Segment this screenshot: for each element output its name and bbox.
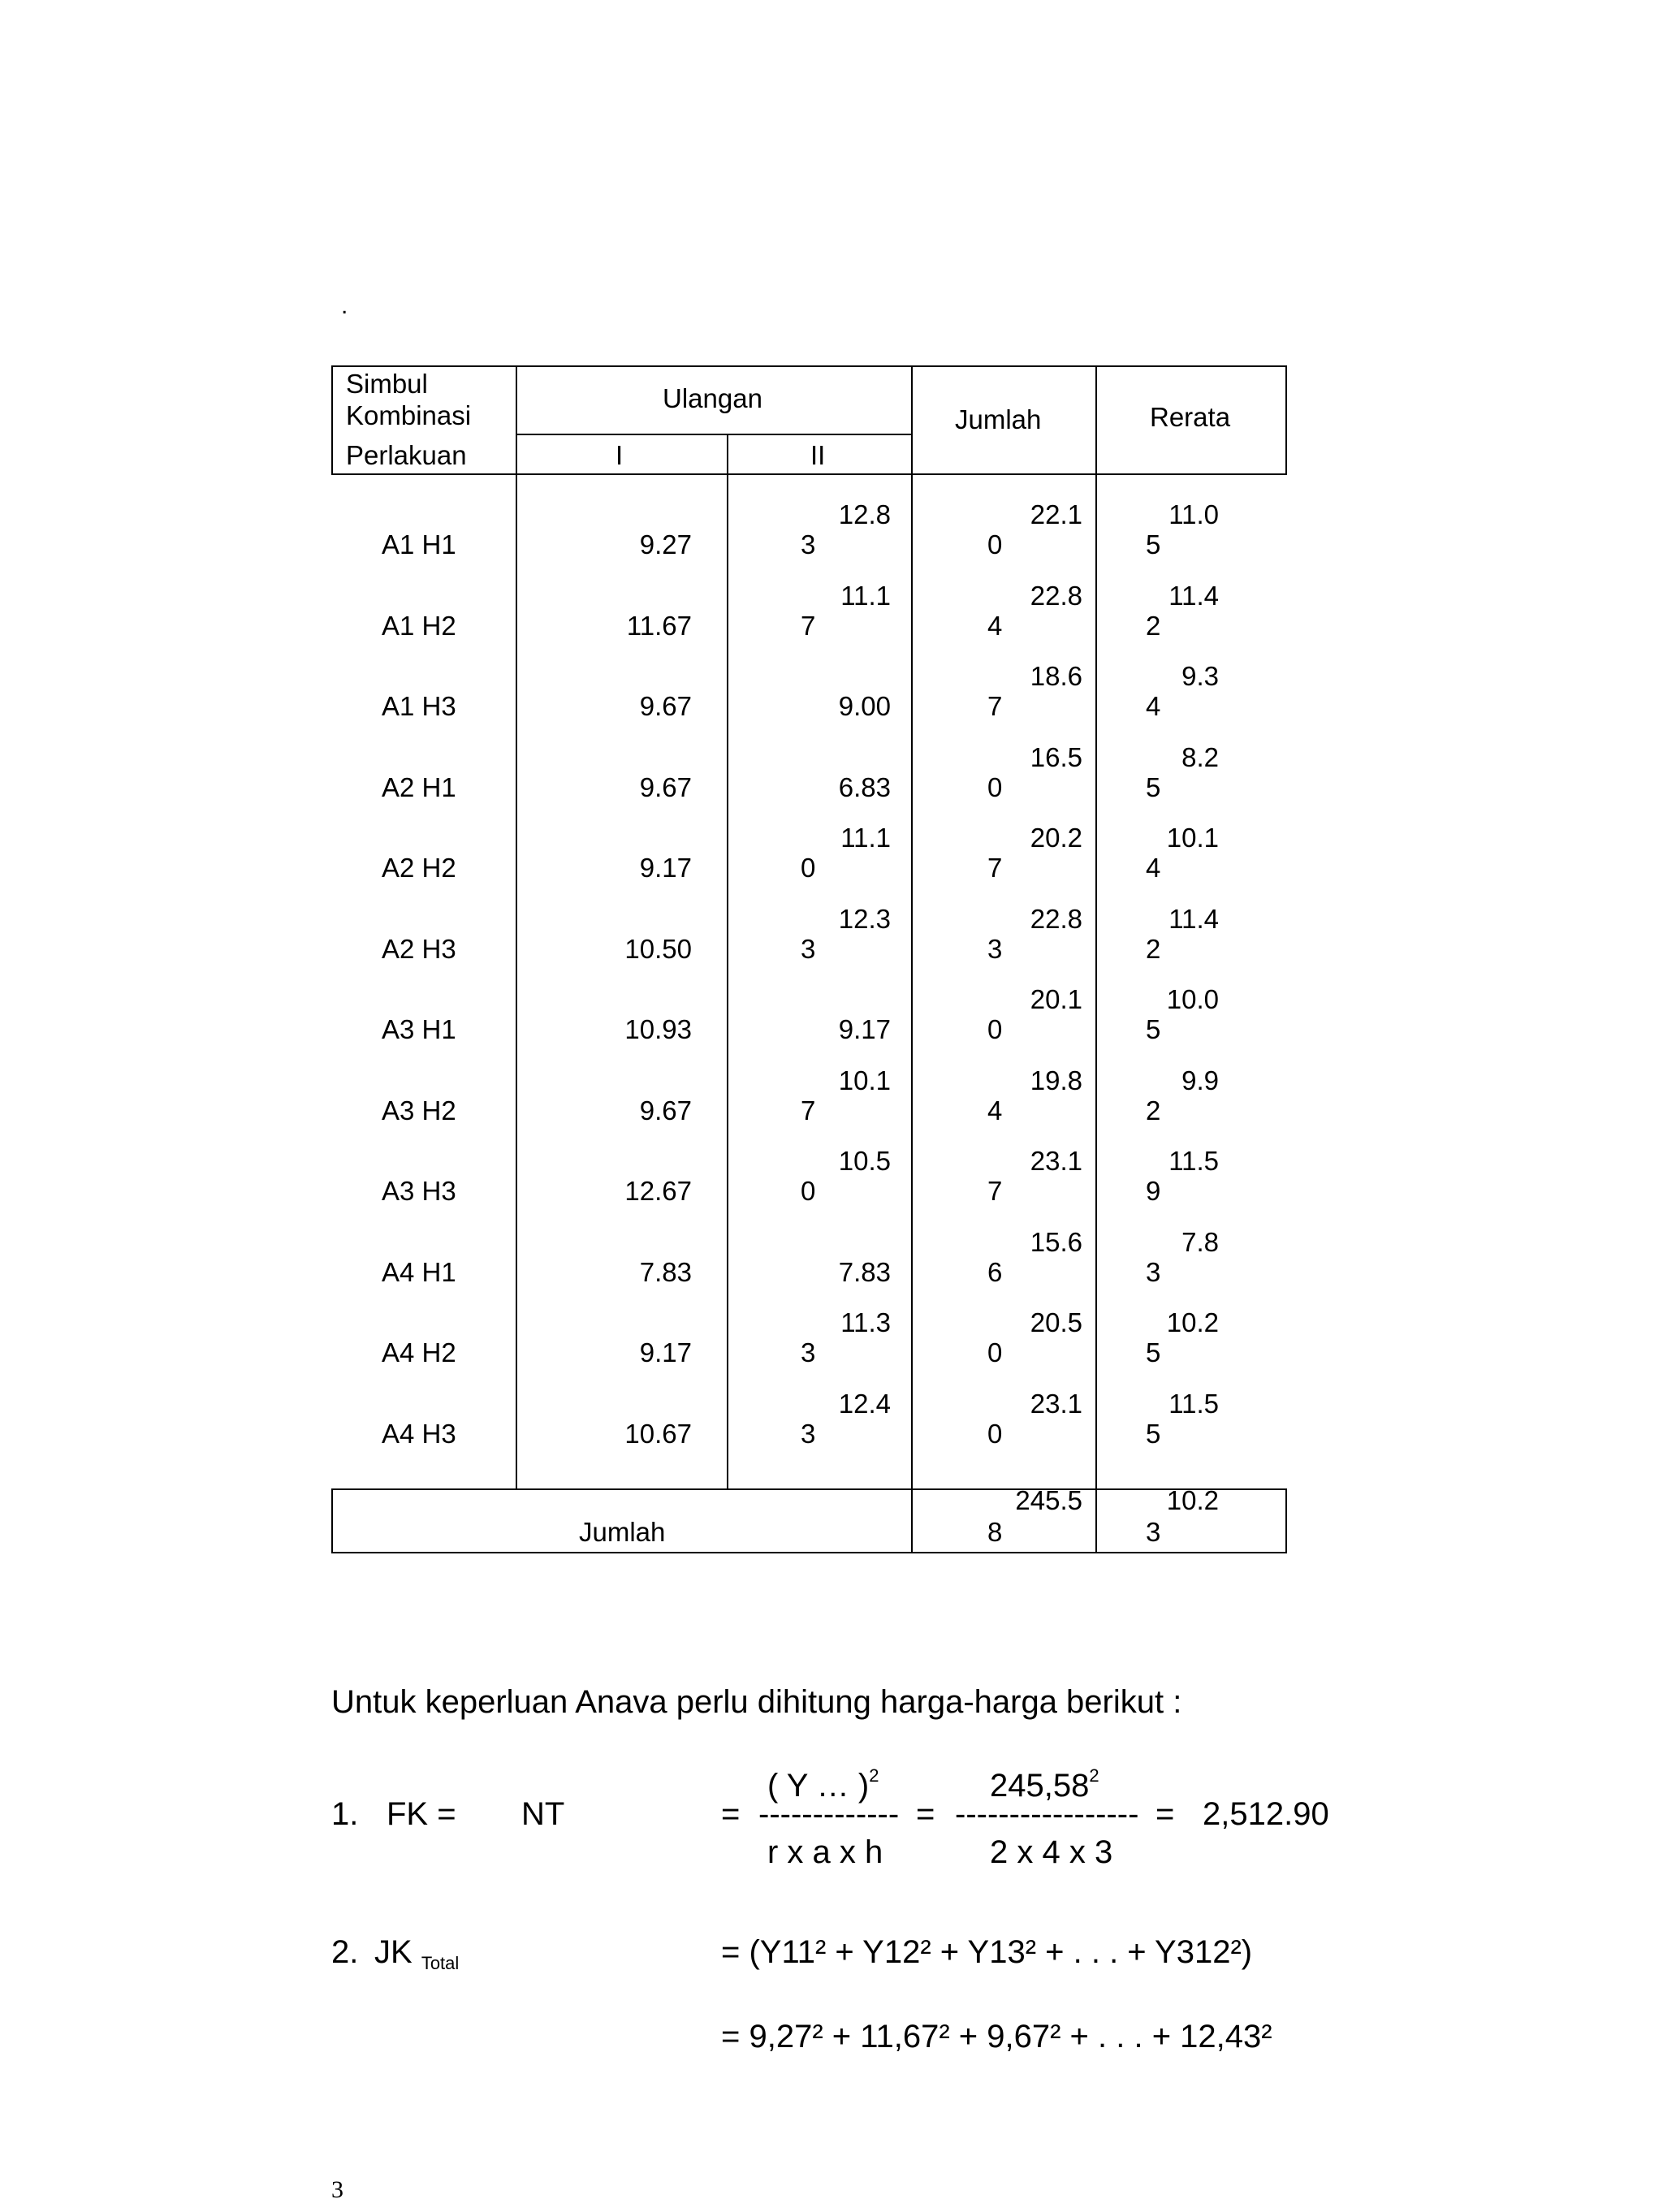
total-mean-a: 10.2 — [1166, 1485, 1219, 1515]
sum-value-a: 20.5 — [1030, 1307, 1082, 1337]
mean-value-b: 9 — [1146, 1176, 1161, 1206]
mean-value-a: 11.4 — [1168, 904, 1219, 934]
page-number: 3 — [331, 2176, 343, 2203]
sum-value-b: 7 — [987, 853, 1003, 883]
mean-value-b: 5 — [1146, 772, 1161, 802]
sum-value-a: 22.8 — [1030, 904, 1082, 934]
sum-value-a: 19.8 — [1030, 1065, 1082, 1095]
mean-value-a: 10.1 — [1166, 823, 1219, 853]
data-table — [331, 365, 1287, 1553]
row-label: A3 H3 — [382, 1176, 456, 1206]
mean-value-b: 2 — [1146, 1095, 1161, 1125]
jk-line-2: = 9,27² + 11,67² + 9,67² + . . . + 12,43² — [721, 2019, 1272, 2054]
fk-nt: NT — [521, 1796, 565, 1832]
rep2-value-b: 7 — [801, 1095, 816, 1125]
row-label: A2 H2 — [382, 853, 456, 883]
header-kombinasi: Kombinasi — [346, 400, 472, 430]
header-rep-2: II — [810, 440, 826, 470]
rep2-value-b: 9.00 — [838, 691, 891, 721]
header-perlakuan: Perlakuan — [346, 440, 467, 470]
rep2-value-b: 7 — [801, 611, 816, 641]
sum-value-b: 3 — [987, 934, 1003, 964]
rep2-value-a: 10.1 — [838, 1065, 891, 1095]
fk-frac1-bottom: r x a x h — [767, 1834, 883, 1870]
jk-line-1: = (Y11² + Y12² + Y13² + . . . + Y312²) — [721, 1934, 1253, 1970]
intro-text: Untuk keperluan Anava perlu dihitung harga-harga berikut : — [331, 1684, 1182, 1720]
row-label: A3 H2 — [382, 1095, 456, 1125]
table-bottom-border — [331, 1552, 1287, 1553]
sum-value-a: 23.1 — [1030, 1389, 1082, 1419]
rep1-value: 7.83 — [639, 1257, 692, 1287]
mean-value-a: 11.4 — [1168, 581, 1219, 611]
row-label: A4 H1 — [382, 1257, 456, 1287]
fk-frac1-dash: ------------- — [758, 1796, 900, 1832]
total-label: Jumlah — [579, 1517, 666, 1547]
sum-value-b: 7 — [987, 691, 1003, 721]
sum-value-b: 6 — [987, 1257, 1003, 1287]
row-label: A1 H3 — [382, 691, 456, 721]
sum-value-b: 4 — [987, 611, 1003, 641]
table-top-border — [331, 365, 1287, 367]
rep1-value: 9.17 — [639, 1337, 692, 1367]
sum-value-a: 20.1 — [1030, 984, 1082, 1014]
jk-lhs: JK $_{Total}$ — [374, 1934, 460, 1973]
sum-value-b: 0 — [987, 1014, 1003, 1044]
fk-frac2-bottom: 2 x 4 x 3 — [990, 1834, 1113, 1870]
header-rep-1: I — [616, 440, 624, 470]
rep1-value: 10.50 — [624, 934, 692, 964]
sum-value-b: 7 — [987, 1176, 1003, 1206]
sum-value-b: 0 — [987, 529, 1003, 559]
sum-value-a: 23.1 — [1030, 1146, 1082, 1176]
rep2-value-b: 3 — [801, 1419, 816, 1449]
mean-value-a: 11.5 — [1168, 1389, 1219, 1419]
rep1-value: 9.17 — [639, 853, 692, 883]
mean-value-b: 4 — [1146, 691, 1161, 721]
header-jumlah: Jumlah — [955, 404, 1042, 434]
fk-frac2-top: 245,58$^2$ — [990, 1765, 1099, 1804]
sum-value-a: 20.2 — [1030, 823, 1082, 853]
fk-eq-2: = — [916, 1796, 935, 1832]
sum-value-b: 0 — [987, 772, 1003, 802]
rep2-value-b: 0 — [801, 1176, 816, 1206]
mean-value-a: 11.5 — [1168, 1146, 1219, 1176]
fk-frac1-top: ( Y … )$^2$ — [767, 1765, 879, 1804]
mean-value-b: 3 — [1146, 1257, 1161, 1287]
left-border-total — [331, 1488, 333, 1553]
fk-lhs: FK = — [387, 1796, 456, 1832]
rep2-value-b: 9.17 — [838, 1014, 891, 1044]
sum-value-a: 22.1 — [1030, 499, 1082, 529]
rep1-value: 10.93 — [624, 1014, 692, 1044]
rep2-value-b: 6.83 — [838, 772, 891, 802]
col-divider-4 — [1095, 365, 1097, 1553]
rep1-value: 11.67 — [626, 611, 692, 641]
rep1-value: 9.67 — [639, 691, 692, 721]
rep2-value-b: 3 — [801, 529, 816, 559]
rep2-value-b: 7.83 — [838, 1257, 891, 1287]
header-ulangan: Ulangan — [663, 383, 762, 413]
mean-value-b: 2 — [1146, 934, 1161, 964]
sum-value-b: 0 — [987, 1337, 1003, 1367]
rep2-value-a: 11.1 — [840, 823, 891, 853]
header-rerata: Rerata — [1150, 402, 1231, 432]
sum-value-b: 0 — [987, 1419, 1003, 1449]
mean-value-a: 7.8 — [1181, 1227, 1219, 1257]
mean-value-a: 9.9 — [1181, 1065, 1219, 1095]
sum-value-a: 22.8 — [1030, 581, 1082, 611]
header-simbul: Simbul — [346, 369, 428, 399]
fk-frac2-dash: ----------------- — [955, 1796, 1139, 1832]
mean-value-a: 10.0 — [1166, 984, 1219, 1014]
rep2-value-b: 0 — [801, 853, 816, 883]
total-sum-b: 8 — [987, 1517, 1003, 1547]
row-label: A2 H1 — [382, 772, 456, 802]
fk-number: 1. — [331, 1796, 359, 1832]
rep1-value: 9.67 — [639, 772, 692, 802]
rep2-value-a: 11.3 — [840, 1307, 891, 1337]
rep1-value: 9.67 — [639, 1095, 692, 1125]
mean-value-b: 4 — [1146, 853, 1161, 883]
mean-value-a: 9.3 — [1181, 661, 1219, 691]
fk-result: 2,512.90 — [1203, 1796, 1329, 1832]
rep2-value-b: 3 — [801, 934, 816, 964]
rep2-value-a: 10.5 — [838, 1146, 891, 1176]
stray-dot: . — [341, 292, 348, 319]
sum-value-a: 16.5 — [1030, 742, 1082, 772]
ulangan-underline — [517, 434, 913, 435]
mean-value-b: 5 — [1146, 1014, 1161, 1044]
fk-eq-1: = — [721, 1796, 741, 1832]
fk-eq-3: = — [1155, 1796, 1175, 1832]
sum-value-a: 15.6 — [1030, 1227, 1082, 1257]
total-mean-b: 3 — [1146, 1517, 1161, 1547]
left-border-header — [331, 365, 333, 473]
mean-value-b: 2 — [1146, 611, 1161, 641]
mean-value-b: 5 — [1146, 529, 1161, 559]
rep1-value: 12.67 — [624, 1176, 692, 1206]
right-border-total — [1285, 1488, 1287, 1553]
rep1-value: 9.27 — [639, 529, 692, 559]
row-label: A1 H2 — [382, 611, 456, 641]
rep2-value-b: 3 — [801, 1337, 816, 1367]
row-label: A2 H3 — [382, 934, 456, 964]
rep1-value: 10.67 — [624, 1419, 692, 1449]
col-divider-3 — [911, 365, 913, 1553]
sum-value-b: 4 — [987, 1095, 1003, 1125]
total-sum-a: 245.5 — [1015, 1485, 1082, 1515]
mean-value-a: 11.0 — [1168, 499, 1219, 529]
mean-value-a: 8.2 — [1181, 742, 1219, 772]
rep2-value-a: 12.8 — [838, 499, 891, 529]
mean-value-b: 5 — [1146, 1337, 1161, 1367]
row-label: A3 H1 — [382, 1014, 456, 1044]
mean-value-b: 5 — [1146, 1419, 1161, 1449]
sum-value-a: 18.6 — [1030, 661, 1082, 691]
rep2-value-a: 12.3 — [838, 904, 891, 934]
mean-value-a: 10.2 — [1166, 1307, 1219, 1337]
right-border-header — [1285, 365, 1287, 473]
row-label: A4 H3 — [382, 1419, 456, 1449]
row-label: A1 H1 — [382, 529, 456, 559]
rep2-value-a: 11.1 — [840, 581, 891, 611]
rep2-value-a: 12.4 — [838, 1389, 891, 1419]
header-bottom-border — [331, 473, 1287, 475]
jk-number: 2. — [331, 1934, 359, 1970]
row-label: A4 H2 — [382, 1337, 456, 1367]
